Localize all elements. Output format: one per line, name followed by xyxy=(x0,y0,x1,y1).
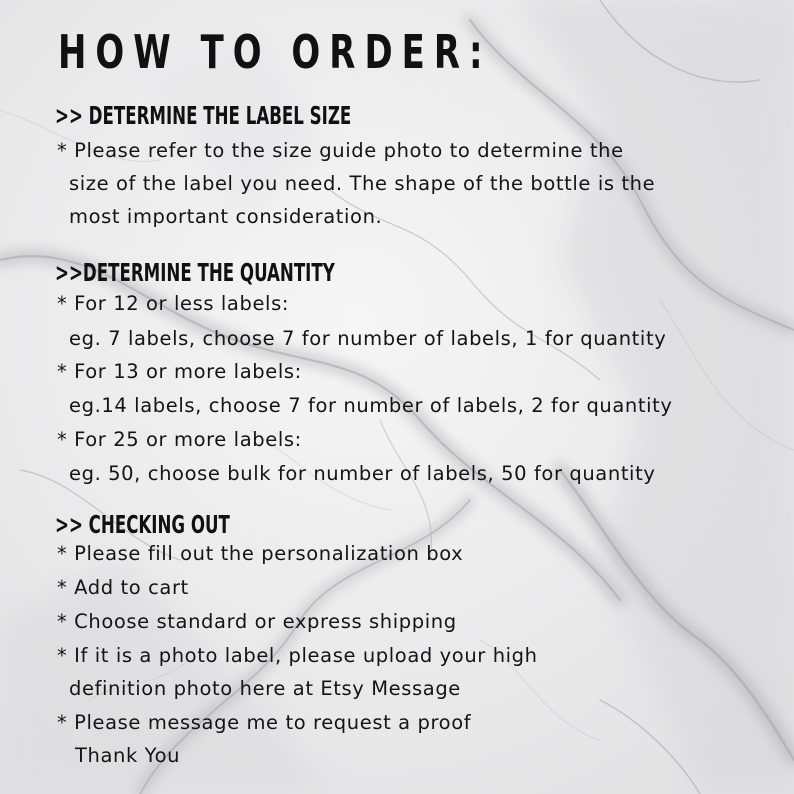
label-size-line: most important consideration. xyxy=(69,205,383,228)
checkout-line: * Please fill out the personalization box xyxy=(57,542,464,565)
checkout-line: * Choose standard or express shipping xyxy=(57,610,457,633)
checkout-line: definition photo here at Etsy Message xyxy=(69,677,461,700)
label-size-line: * Please refer to the size guide photo to determine the xyxy=(57,139,624,162)
page-title: HOW TO ORDER: xyxy=(58,25,492,79)
quantity-line: eg. 7 labels, choose 7 for number of labels, 1 for quantity xyxy=(69,327,667,350)
label-size-line: size of the label you need. The shape of the bottle is the xyxy=(69,172,656,195)
thank-you-text: Thank You xyxy=(75,744,181,767)
checkout-line: * If it is a photo label, please upload your high xyxy=(57,644,538,667)
checkout-line: * Please message me to request a proof xyxy=(57,711,472,734)
section-heading-label-size: >> DETERMINE THE LABEL SIZE xyxy=(55,101,352,130)
section-heading-quantity: >>DETERMINE THE QUANTITY xyxy=(55,258,335,287)
quantity-line: eg.14 labels, choose 7 for number of labels, 2 for quantity xyxy=(69,394,673,417)
quantity-line: eg. 50, choose bulk for number of labels, 50 for quantity xyxy=(69,462,656,485)
quantity-line: * For 12 or less labels: xyxy=(57,292,289,315)
checkout-line: * Add to cart xyxy=(57,576,189,599)
quantity-line: * For 13 or more labels: xyxy=(57,360,302,383)
quantity-line: * For 25 or more labels: xyxy=(57,428,302,451)
section-heading-checking-out: >> CHECKING OUT xyxy=(55,510,230,539)
